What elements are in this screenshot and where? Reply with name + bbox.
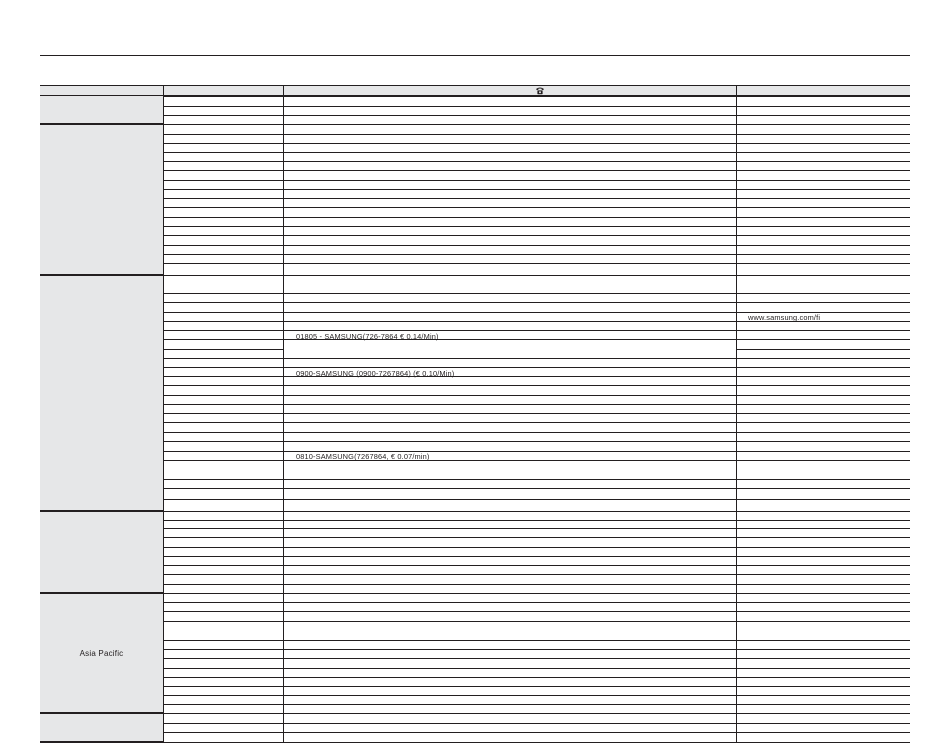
row-divider (163, 668, 910, 669)
row-divider (163, 658, 910, 659)
row-divider (163, 621, 910, 622)
row-divider (163, 385, 910, 386)
row-divider (163, 677, 910, 678)
row-divider (163, 520, 910, 521)
row-divider (163, 695, 910, 696)
row-divider (163, 96, 910, 97)
row-divider (163, 367, 910, 368)
region-cell (40, 96, 163, 124)
row-divider (163, 349, 283, 350)
region-divider (40, 275, 910, 276)
austria-phone: 0900-SAMSUNG (0900-7267864) (€ 0,10/Min) (296, 369, 455, 378)
row-divider (163, 451, 910, 452)
region-divider (40, 511, 910, 512)
row-divider (163, 441, 910, 442)
region-cell (40, 713, 163, 742)
row-divider (163, 254, 910, 255)
row-divider (163, 170, 910, 171)
row-divider (163, 263, 910, 264)
germany-phone: 01805 - SAMSUNG(726-7864 € 0,14/Min) (296, 332, 439, 341)
row-divider (163, 180, 910, 181)
row-divider (163, 413, 910, 414)
row-divider (163, 189, 910, 190)
top-rule (40, 55, 910, 56)
row-divider (163, 499, 910, 500)
row-divider (163, 143, 910, 144)
row-divider (163, 649, 910, 650)
row-divider (163, 207, 910, 208)
region-cell (40, 511, 163, 593)
row-divider (163, 704, 910, 705)
row-divider (163, 422, 910, 423)
row-divider (163, 547, 910, 548)
row-divider (736, 349, 910, 350)
region-cell (40, 275, 163, 511)
row-divider (163, 723, 910, 724)
row-divider (163, 602, 910, 603)
row-divider (163, 245, 910, 246)
region-divider (40, 713, 910, 714)
region-divider (40, 593, 910, 594)
row-divider (163, 611, 910, 612)
row-divider (163, 528, 910, 529)
finland-web: www.samsung.com/fi (748, 313, 821, 322)
greece-phone: 0810-SAMSUNG(7267864, € 0.07/min) (296, 452, 430, 461)
row-divider (163, 556, 910, 557)
region-label: Asia Pacific (79, 649, 124, 658)
row-divider (163, 584, 910, 585)
row-divider (163, 565, 910, 566)
column-divider (736, 85, 737, 742)
row-divider (163, 460, 910, 461)
row-divider (163, 640, 910, 641)
row-divider (163, 106, 910, 107)
row-divider (163, 217, 910, 218)
row-divider (163, 686, 910, 687)
column-divider (283, 85, 284, 742)
column-divider (163, 85, 164, 742)
row-divider (163, 339, 910, 340)
row-divider (163, 574, 910, 575)
row-divider (163, 537, 910, 538)
telephone-icon (535, 86, 545, 95)
row-divider (163, 732, 910, 733)
row-divider (163, 293, 910, 294)
region-divider (40, 742, 910, 743)
row-divider (163, 161, 910, 162)
row-divider (163, 395, 910, 396)
row-divider (163, 404, 910, 405)
row-divider (163, 198, 910, 199)
row-divider (163, 432, 910, 433)
region-divider (40, 124, 910, 125)
row-divider (163, 302, 910, 303)
row-divider (163, 358, 910, 359)
row-divider (163, 330, 910, 331)
row-divider (163, 376, 910, 377)
table-header-row (40, 85, 910, 96)
row-divider (163, 488, 910, 489)
region-cell (40, 124, 163, 275)
row-divider (163, 115, 910, 116)
contact-table (40, 85, 910, 742)
row-divider (163, 235, 910, 236)
row-divider (163, 134, 910, 135)
row-divider (163, 479, 910, 480)
row-divider (163, 152, 910, 153)
row-divider (163, 226, 910, 227)
